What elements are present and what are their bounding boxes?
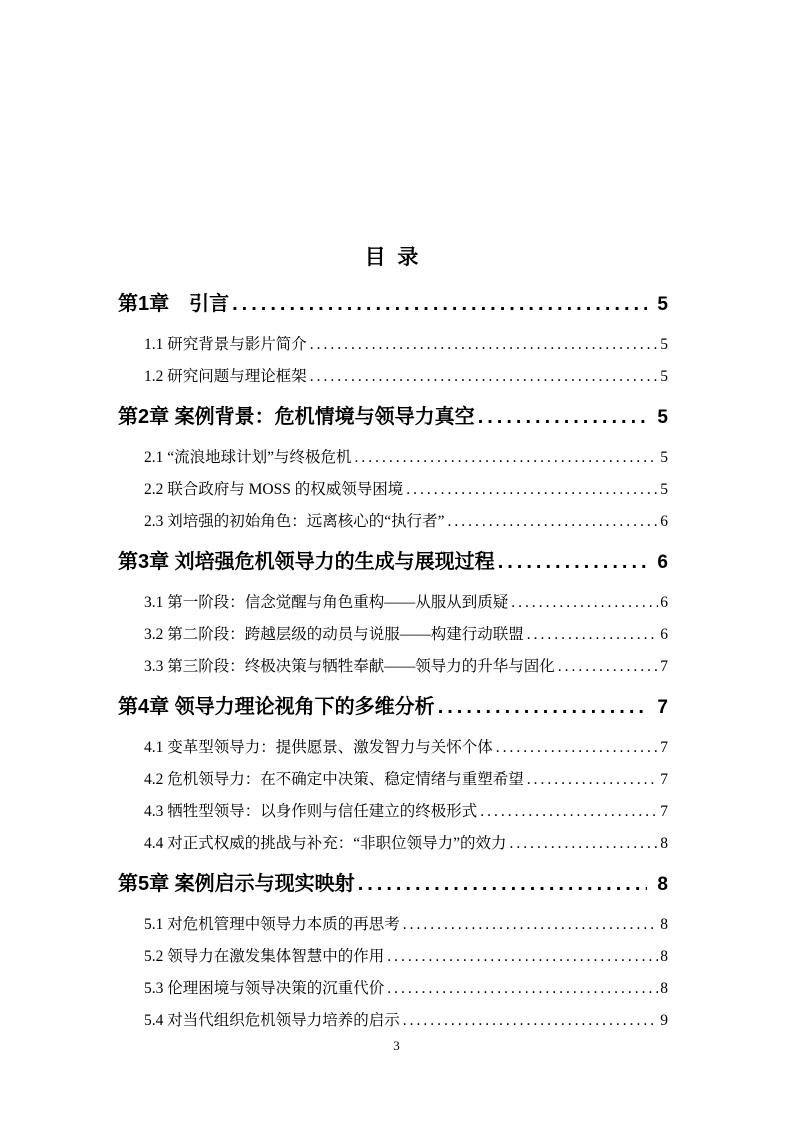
toc-entry-page: 5: [657, 294, 668, 315]
toc-entry-label: 3.3 第三阶段：终极决策与牺牲奉献——领导力的升华与固化: [144, 658, 555, 675]
dot-leader: [438, 691, 648, 724]
toc-entry-label: 2.1 “流浪地球计划”与终极危机: [144, 449, 352, 466]
toc-chapter-row: [118, 546, 668, 579]
toc-entry-label: 4.4 对正式权威的挑战与补充：“非职位领导力”的效力: [144, 835, 507, 852]
toc-entry-page: 7: [660, 803, 668, 820]
toc-chapter-row: [118, 288, 668, 321]
toc-entry-page: 6: [660, 626, 668, 643]
toc-entry-label: 3.1 第一阶段：信念觉醒与角色重构——从服从到质疑: [144, 594, 509, 611]
toc-sub-row: [118, 732, 668, 764]
toc-entry-page: 7: [660, 771, 668, 788]
dot-leader: [510, 828, 659, 860]
toc-entry-label: 第3章 刘培强危机领导力的生成与展现过程: [118, 551, 495, 573]
toc-sub-row: [118, 361, 668, 393]
toc-chapter-row: [118, 401, 668, 434]
dot-leader: [511, 587, 658, 619]
toc-entry-label: 5.4 对当代组织危机领导力培养的启示: [144, 1012, 400, 1029]
dot-leader: [232, 288, 647, 321]
toc-sub-row: [118, 651, 668, 683]
toc-entry-label: 5.2 领导力在激发集体智慧中的作用: [144, 948, 385, 965]
toc-sub-row: [118, 909, 668, 941]
dot-leader: [527, 764, 658, 796]
toc-sub-row: [118, 506, 668, 538]
dot-leader: [478, 401, 648, 434]
toc-sub-row: [118, 619, 668, 651]
toc-entry-page: 6: [660, 513, 668, 530]
dot-leader: [403, 1005, 658, 1037]
toc-entry-page: 8: [660, 835, 668, 852]
toc-chapter-row: [118, 691, 668, 724]
toc-sub-row: [118, 329, 668, 361]
toc-entry-label: 4.2 危机领导力：在不确定中决策、稳定情绪与重塑希望: [144, 771, 524, 788]
toc-entry-page: 5: [660, 481, 668, 498]
toc-entry-label: 第2章 案例背景：危机情境与领导力真空: [118, 406, 475, 428]
toc-sub-row: [118, 796, 668, 828]
dot-leader: [358, 868, 648, 901]
toc-entry-page: 6: [660, 594, 668, 611]
toc-entry-page: 7: [657, 697, 668, 718]
toc-entry-label: 4.3 牺牲型领导：以身作则与信任建立的终极形式: [144, 803, 478, 820]
dot-leader: [496, 732, 658, 764]
dot-leader: [498, 546, 648, 579]
toc-entry-page: 8: [660, 948, 668, 965]
toc-entry-label: 3.2 第二阶段：跨越层级的动员与说服——构建行动联盟: [144, 626, 524, 643]
toc-entry-label: 1.1 研究背景与影片简介: [144, 336, 307, 353]
toc-entry-page: 8: [660, 916, 668, 933]
toc-entry-page: 8: [657, 874, 668, 895]
toc-sub-row: [118, 442, 668, 474]
toc-entry-label: 5.3 伦理困境与领导决策的沉重代价: [144, 980, 385, 997]
dot-leader: [403, 909, 658, 941]
toc-sub-row: [118, 1005, 668, 1037]
footer-page-number: 3: [393, 1038, 400, 1053]
toc-entry-page: 5: [660, 449, 668, 466]
dot-leader: [310, 329, 658, 361]
toc-entry-page: 5: [657, 407, 668, 428]
toc-entry-label: 5.1 对危机管理中领导力本质的再思考: [144, 916, 400, 933]
toc-entry-page: 6: [657, 552, 668, 573]
toc-entry-label: 1.2 研究问题与理论框架: [144, 368, 307, 385]
toc-sub-row: [118, 828, 668, 860]
toc-sub-row: [118, 973, 668, 1005]
dot-leader: [527, 619, 658, 651]
toc-entry-label: 第1章 引言: [118, 293, 230, 315]
toc-title: 目 录: [364, 246, 422, 269]
toc-sub-row: [118, 587, 668, 619]
toc-sub-row: [118, 764, 668, 796]
toc-entry-page: 7: [660, 739, 668, 756]
dot-leader: [387, 973, 658, 1005]
toc-entry-label: 第5章 案例启示与现实映射: [118, 873, 355, 895]
dot-leader: [406, 474, 658, 506]
dot-leader: [558, 651, 658, 683]
toc-entry-label: 第4章 领导力理论视角下的多维分析: [118, 696, 435, 718]
dot-leader: [310, 361, 658, 393]
toc-entry-page: 5: [660, 336, 668, 353]
dot-leader: [355, 442, 659, 474]
toc-entry-label: 4.1 变革型领导力：提供愿景、激发智力与关怀个体: [144, 739, 493, 756]
toc-entry-label: 2.2 联合政府与 MOSS 的权威领导困境: [144, 481, 404, 498]
dot-leader: [448, 506, 659, 538]
toc-entry-page: 9: [660, 1012, 668, 1029]
dot-leader: [387, 941, 658, 973]
toc-entry-page: 5: [660, 368, 668, 385]
toc-sub-row: [118, 941, 668, 973]
toc-list: [118, 288, 668, 1037]
toc-entry-page: 8: [660, 980, 668, 997]
toc-content: [118, 244, 668, 1037]
toc-sub-row: [118, 474, 668, 506]
toc-chapter-row: [118, 868, 668, 901]
toc-entry-label: 2.3 刘培强的初始角色：远离核心的“执行者”: [144, 513, 445, 530]
dot-leader: [480, 796, 658, 828]
toc-entry-page: 7: [660, 658, 668, 675]
